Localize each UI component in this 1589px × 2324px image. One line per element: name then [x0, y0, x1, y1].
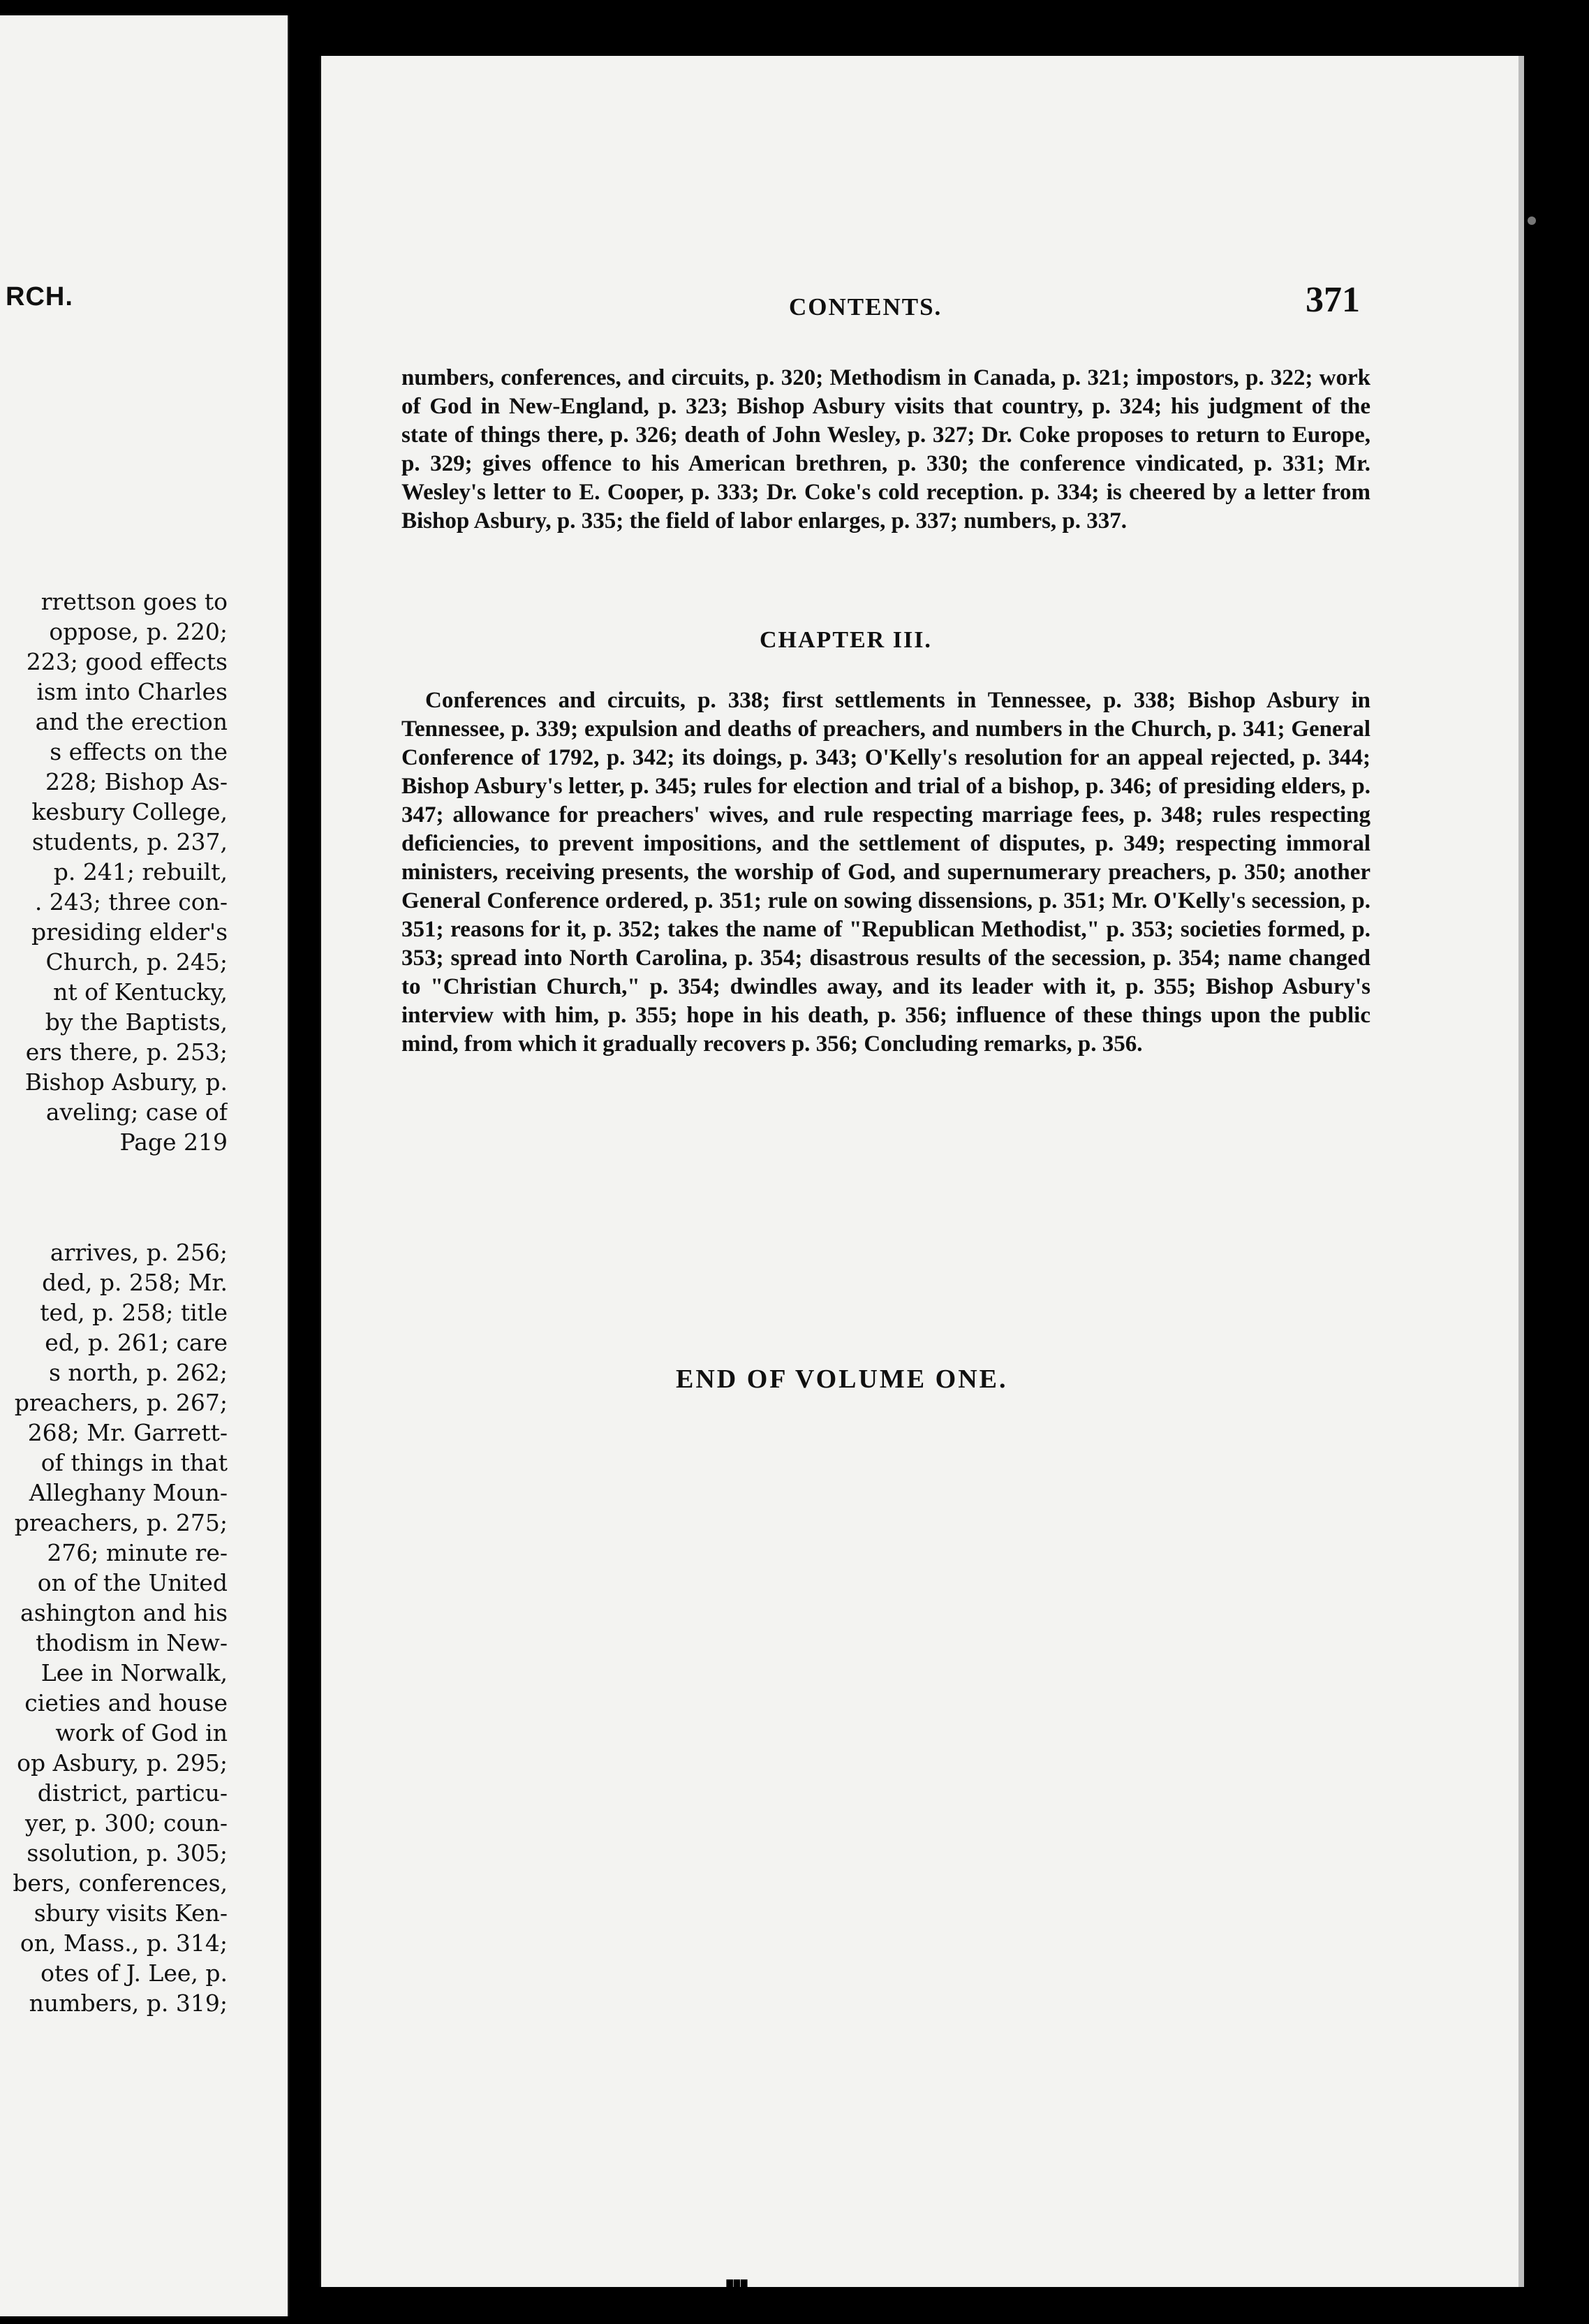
left-line: Bishop Asbury, p. [24, 1068, 228, 1096]
left-line: on of the United [37, 1569, 228, 1596]
left-line: otes of J. Lee, p. [40, 1959, 228, 1987]
left-line: yer, p. 300; coun- [24, 1809, 228, 1837]
left-line: op Asbury, p. 295; [17, 1749, 228, 1777]
left-line: nt of Kentucky, [53, 978, 228, 1006]
chapter-three-contents: Conferences and circuits, p. 338; first settlements in Tennessee, p. 338; Bishop Asbury in Tennessee, p. 339; expulsion and deaths of preachers, and numbers in the Church, p. 341; General Conference of 1792, p. 342; its doings, p. 343; O'Kelly's resolution for an appeal rejected, p. 344; Bishop Asbury's letter, p. 345; rules for election and trial of a bishop, p. 346; of presiding elders, p. 347; allowance for preachers' wives, and rule respecting marriage fees, p. 348; rules respecting deficiencies, to prevent impositions, and the settlement of disputes, p. 349; respecting immoral ministers, receiving presents, the worship of God, and supernumerary preachers, p. 350; another General Conference ordered, p. 351; rule on sowing dissensions, p. 351; Mr. O'Kelly's secession, p. 351; reasons for it, p. 352; takes the name of "Republican Methodist," p. 353; societies formed, p. 353; spread into North Carolina, p. 354; disastrous results of the secession, p. 354; name changed to "Christian Church," p. 354; dwindles away, and its leader with it, p. 355; Bishop Asbury's interview with him, p. 355; hope in his death, p. 356; influence of these things upon the public mind, from which it gradually recovers p. 356; Concluding remarks, p. 356. [401, 688, 1370, 1057]
left-line: thodism in New- [36, 1629, 228, 1656]
left-line: district, particu- [37, 1779, 228, 1807]
left-line: cieties and house [24, 1689, 228, 1716]
left-line: 276; minute re- [47, 1539, 228, 1566]
left-line: preachers, p. 267; [14, 1389, 228, 1416]
left-line: s effects on the [50, 738, 228, 765]
left-line: ashington and his [20, 1599, 228, 1626]
left-line: bers, conferences, [13, 1869, 228, 1897]
left-line: kesbury College, [31, 798, 228, 825]
left-line: by the Baptists, [45, 1008, 228, 1036]
end-of-volume-heading: END OF VOLUME ONE. [676, 1365, 1008, 1394]
left-line: and the erection [35, 708, 228, 735]
contents-entry-continued: numbers, conferences, and circuits, p. 320; Methodism in Canada, p. 321; impostors, p. 322; work of God in New-England, p. 323; Bishop Asbury visits that country, p. 324; his judgment of the state of things there, p. 326; death of John Wesley, p. 327; Dr. Coke proposes to return to Europe, p. 329; gives offence to his American brethren, p. 330; the conference vindicated, p. 331; Mr. Wesley's letter to E. Cooper, p. 333; Dr. Coke's cold reception. p. 334; is cheered by a letter from Bishop Asbury, p. 335; the field of labor enlarges, p. 337; numbers, p. 337. [401, 365, 1370, 534]
left-line: preachers, p. 275; [14, 1509, 228, 1536]
chapter-heading: CHAPTER III. [760, 627, 932, 653]
left-line: 268; Mr. Garrett- [27, 1419, 228, 1446]
left-line: oppose, p. 220; [49, 618, 228, 645]
left-contents-fragment-bottom [0, 1237, 228, 2018]
left-line: ers there, p. 253; [25, 1038, 228, 1066]
left-line: of things in that [40, 1449, 228, 1476]
left-page-reference: Page 219 [119, 1128, 228, 1156]
left-line: students, p. 237, [31, 828, 228, 855]
binding-mark: ▮▮▮ [725, 2275, 746, 2296]
left-line: on, Mass., p. 314; [20, 1929, 228, 1957]
left-line: ded, p. 258; Mr. [42, 1269, 228, 1296]
left-line: Lee in Norwalk, [40, 1659, 228, 1686]
left-line: presiding elder's [31, 918, 228, 946]
left-line: work of God in [55, 1719, 228, 1746]
left-line: ed, p. 261; care [45, 1329, 228, 1356]
page-number: 371 [1306, 280, 1360, 320]
left-line: ism into Charles [36, 678, 228, 705]
left-line: aveling; case of [45, 1098, 228, 1126]
left-line: 223; good effects [26, 648, 228, 675]
left-line: arrives, p. 256; [50, 1239, 228, 1266]
left-line: Church, p. 245; [45, 948, 228, 976]
left-page-heading: RCH. [6, 282, 73, 311]
left-line: sbury visits Ken- [34, 1899, 228, 1927]
left-line: Alleghany Moun- [29, 1479, 228, 1506]
left-page [0, 15, 289, 2316]
left-line: rrettson goes to [40, 588, 228, 615]
left-line: p. 241; rebuilt, [53, 858, 228, 885]
left-line: ted, p. 258; title [40, 1299, 228, 1326]
right-page [320, 56, 1524, 2296]
left-line: s north, p. 262; [48, 1359, 228, 1386]
left-line: . 243; three con- [34, 888, 228, 915]
left-line: 228; Bishop As- [45, 768, 228, 795]
scan-dust-mark [1528, 216, 1536, 225]
running-head: CONTENTS. [789, 293, 943, 321]
left-contents-fragment-top [0, 587, 228, 1157]
left-line: numbers, p. 319; [29, 1990, 228, 2017]
left-line: ssolution, p. 305; [27, 1839, 228, 1867]
